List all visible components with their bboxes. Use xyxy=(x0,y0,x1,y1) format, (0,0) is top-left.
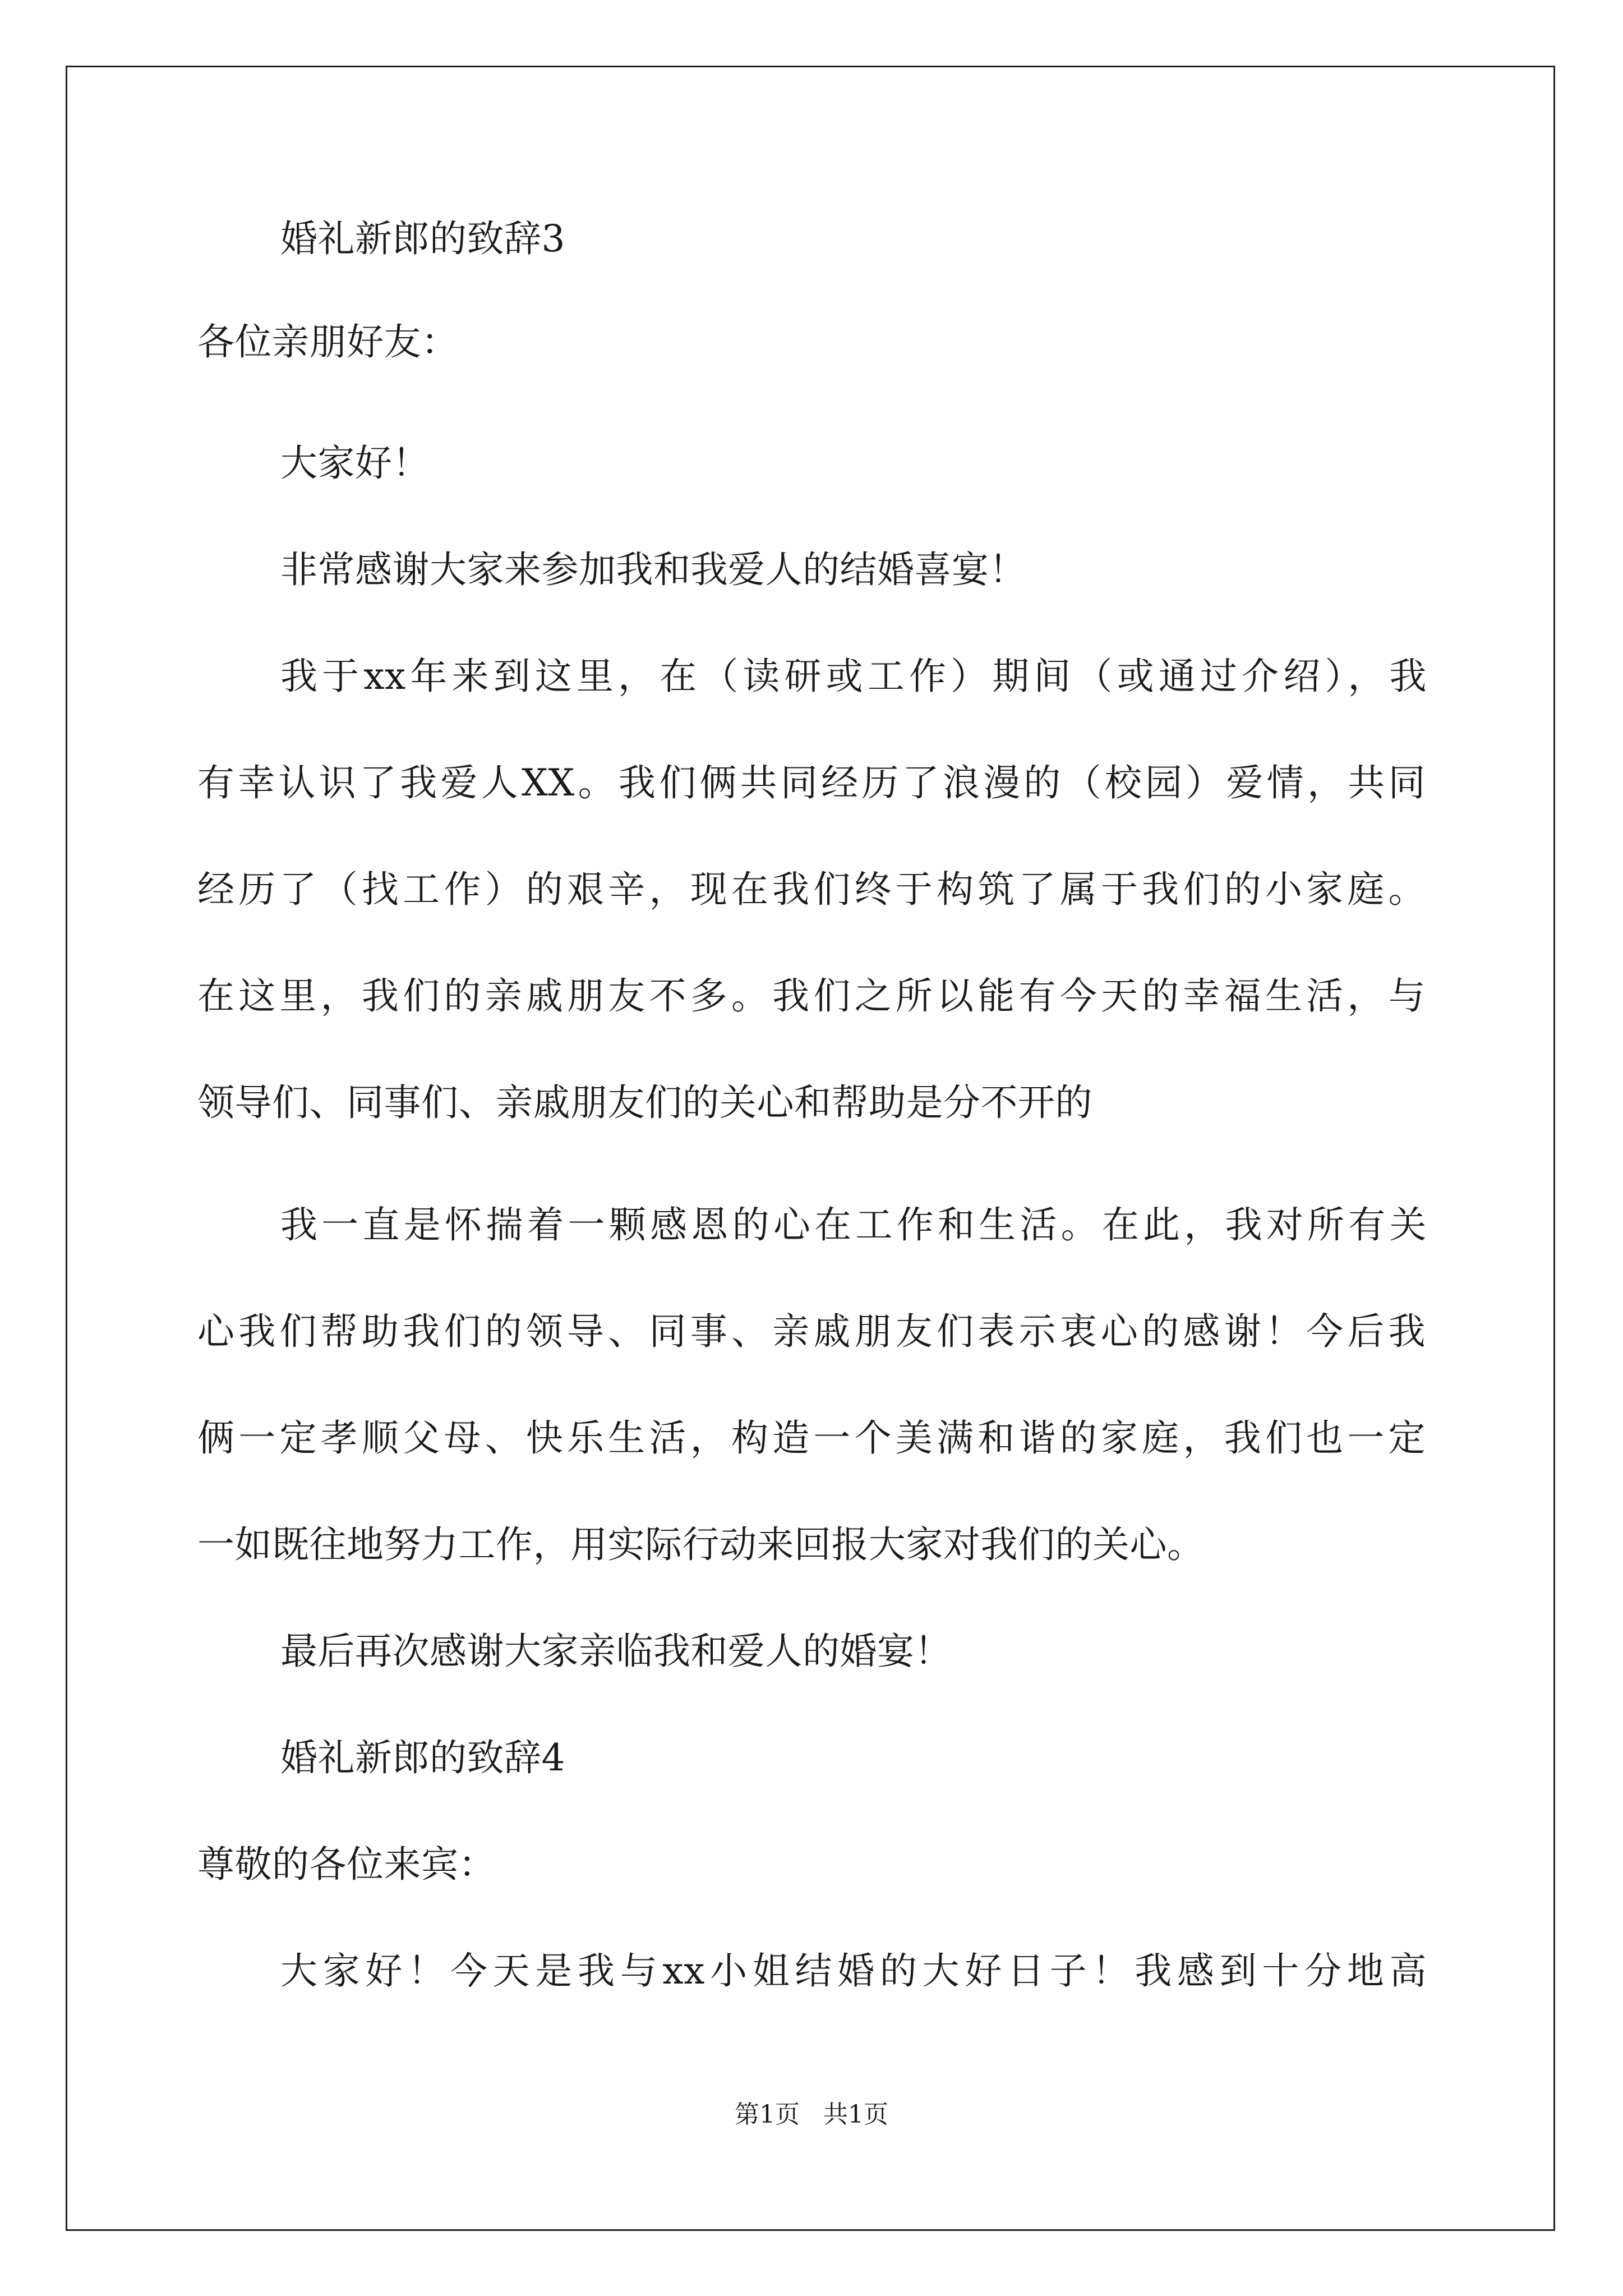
paragraph-line: 经历了（找工作）的艰辛，现在我们终于构筑了属于我们的小家庭。 xyxy=(197,868,1426,911)
salutation-line: 尊敬的各位来宾： xyxy=(197,1843,496,1886)
paragraph-line: 非常感谢大家来参加我和我爱人的结婚喜宴！ xyxy=(280,548,1026,591)
paragraph-line: 领导们、同事们、亲戚朋友们的关心和帮助是分不开的 xyxy=(197,1081,1092,1124)
page-border xyxy=(66,66,1555,2231)
salutation-line: 各位亲朋好友： xyxy=(197,320,459,364)
paragraph-line: 最后再次感谢大家亲临我和爱人的婚宴！ xyxy=(280,1630,952,1673)
paragraph-line: 我于xx年来到这里，在（读研或工作）期间（或通过介绍），我 xyxy=(280,655,1427,698)
greeting-line: 大家好！ xyxy=(280,441,430,485)
paragraph-line: 大家好！今天是我与xx小姐结婚的大好日子！我感到十分地高 xyxy=(280,1949,1427,1993)
section-heading-4: 婚礼新郎的致辞4 xyxy=(280,1736,565,1779)
paragraph-line: 在这里，我们的亲戚朋友不多。我们之所以能有今天的幸福生活，与 xyxy=(197,974,1426,1018)
paragraph-line: 有幸认识了我爱人XX。我们俩共同经历了浪漫的（校园）爱情，共同 xyxy=(197,761,1426,804)
paragraph-line: 一如既往地努力工作，用实际行动来回报大家对我们的关心。 xyxy=(197,1523,1205,1566)
section-heading-3: 婚礼新郎的致辞3 xyxy=(280,217,565,260)
paragraph-line: 我一直是怀揣着一颗感恩的心在工作和生活。在此，我对所有关 xyxy=(280,1203,1427,1246)
paragraph-line: 俩一定孝顺父母、快乐生活，构造一个美满和谐的家庭，我们也一定 xyxy=(197,1416,1426,1460)
page-footer: 第1页 共1页 xyxy=(735,2100,888,2129)
paragraph-line: 心我们帮助我们的领导、同事、亲戚朋友们表示衷心的感谢！今后我 xyxy=(197,1310,1426,1353)
